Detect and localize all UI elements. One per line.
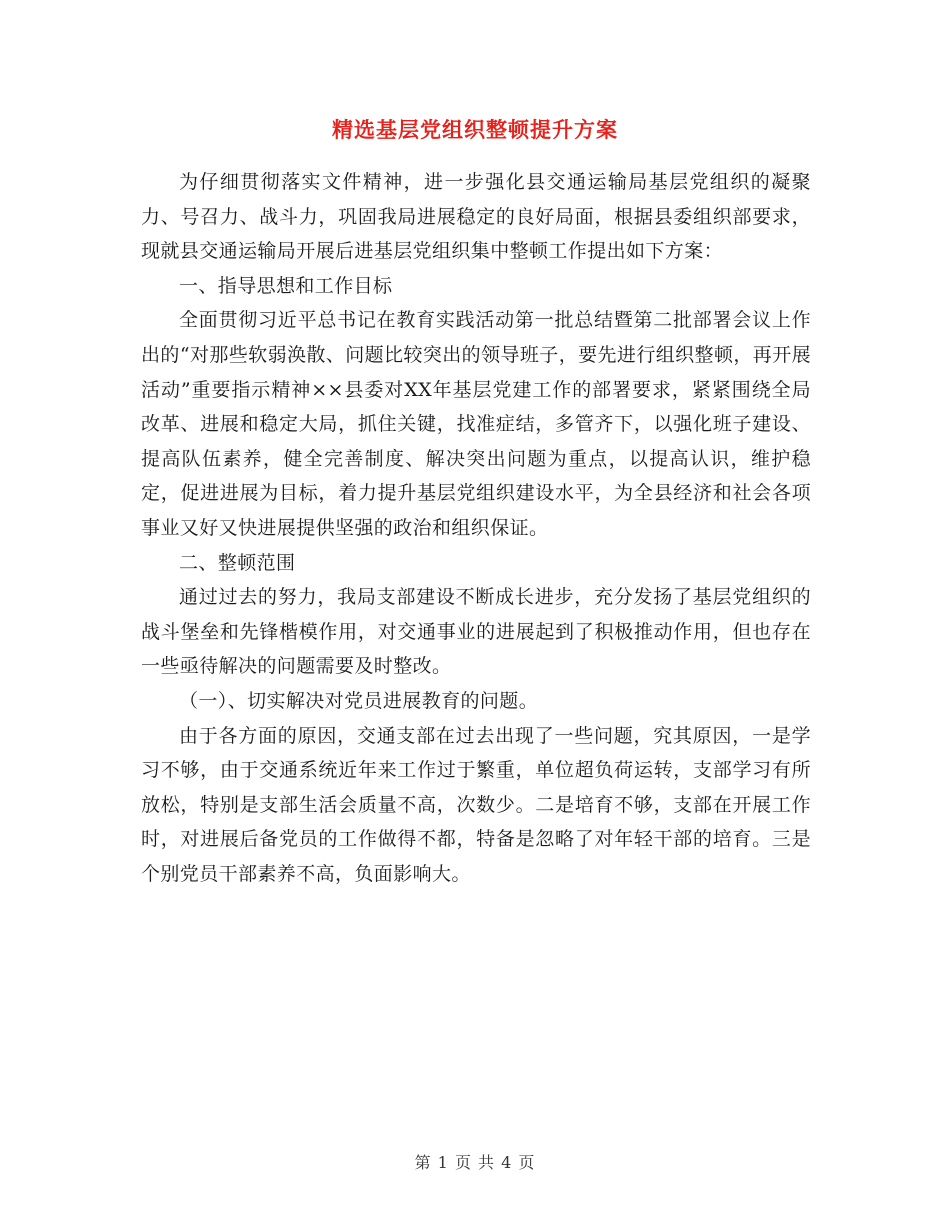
page-number-footer: 第 1 页 共 4 页 [414, 1153, 536, 1172]
paragraph-guiding-thought: 全面贯彻习近平总书记在教育实践活动第一批总结暨第二批部署会议上作出的“对那些软弱涣散、问题比较突出的领导班子，要先进行组织整顿，再开展活动”重要指示精神××县委对XX年基层党建工作的部署要求，紧紧围绕全局改革、进展和稳定大局，抓住关键，找准症结，多管齐下，以强化班子建设、提高队伍素养，健全完善制度、解决突出问题为重点，以提高认识，维护稳定，促进进展为目标，着力提升基层党组织建设水平，为全县经济和社会各项事业又好又快进展提供坚强的政治和组织保证。 [141, 309, 811, 539]
section-heading-2: 二、整顿范围 [179, 551, 296, 574]
paragraph-problems: 由于各方面的原因，交通支部在过去出现了一些问题，究其原因，一是学习不够，由于交通系统近年来工作过于繁重，单位超负荷运转，支部学习有所放松，特别是支部生活会质量不高，次数少。二是培育不够，支部在开展工作时，对进展后备党员的工作做得不都，特备是忽略了对年轻干部的培育。三是个别党员干部素养不高，负面影响大。 [141, 724, 811, 885]
subsection-heading-1: （一）、切实解决对党员进展教育的问题。 [179, 689, 539, 712]
document-title: 精选基层党组织整顿提升方案 [332, 117, 618, 142]
paragraph-intro: 为仔细贯彻落实文件精神，进一步强化县交通运输局基层党组织的凝聚力、号召力、战斗力，巩固我局进展稳定的良好局面，根据县委组织部要求，现就县交通运输局开展后进基层党组织集中整顿工作提出如下方案： [141, 171, 811, 263]
section-heading-1: 一、指导思想和工作目标 [179, 274, 393, 297]
paragraph-scope: 通过过去的努力，我局支部建设不断成长进步，充分发扬了基层党组织的战斗堡垒和先锋楷模作用，对交通事业的进展起到了积极推动作用，但也存在一些亟待解决的问题需要及时整改。 [141, 586, 811, 678]
document-body [141, 165, 811, 891]
